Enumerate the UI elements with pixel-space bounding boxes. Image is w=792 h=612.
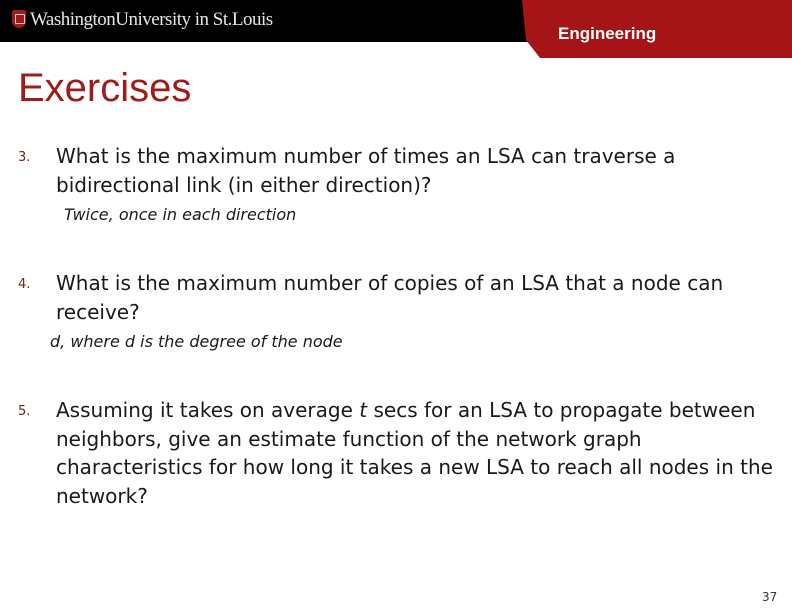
slide-title: Exercises (18, 66, 192, 110)
page-number: 37 (762, 590, 778, 604)
question-text (56, 396, 786, 510)
item-number: 4. (18, 277, 31, 292)
question-text: What is the maximum number of copies of an LSA that a node can receive? (56, 271, 724, 324)
item-number: 5. (18, 404, 31, 419)
answer-text: d, where d is the degree of the node (50, 332, 343, 351)
school-name: Engineering (558, 24, 657, 43)
item-number: 3. (18, 150, 31, 165)
university-name: WashingtonUniversity in St.Louis (30, 9, 273, 30)
question-variable: t (359, 398, 368, 422)
question-text-part: Assuming it takes on average (56, 398, 360, 422)
answer-text: Twice, once in each direction (64, 205, 297, 224)
question-text-part: secs for an LSA to propagate between neighbors, give an estimate function of the network graph characteristics for how long it takes a new LSA to reach all nodes in the network? (56, 398, 773, 508)
university-shield-icon (12, 10, 26, 28)
question-text: What is the maximum number of times an LSA can traverse a bidirectional link (in either direction)? (56, 144, 676, 197)
